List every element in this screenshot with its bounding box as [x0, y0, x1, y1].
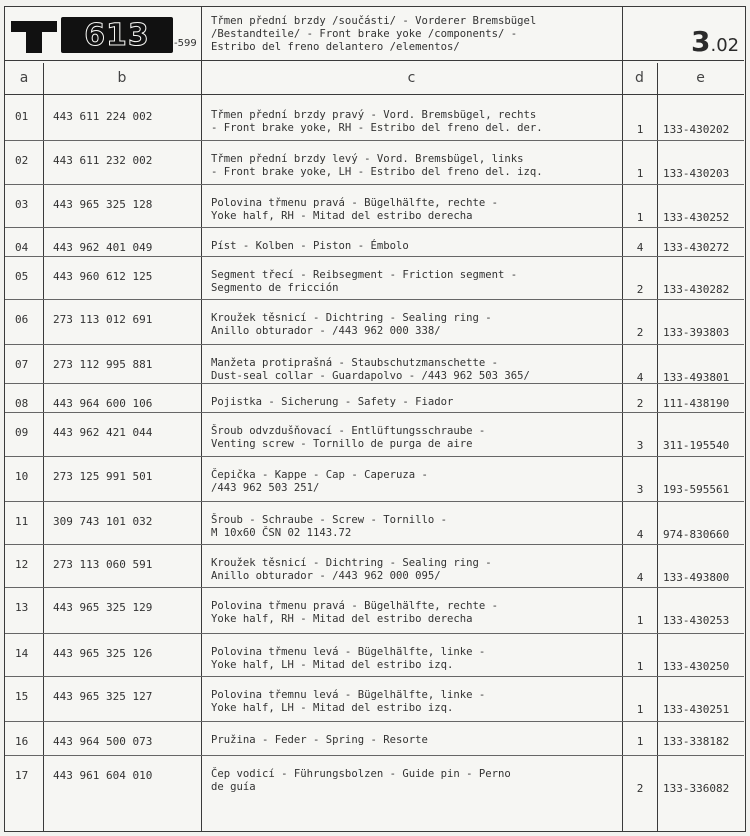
table-row [5, 185, 744, 228]
part-description [211, 197, 621, 223]
description-line: Třmen přední brzdy levý - Vord. Bremsbügel, links [211, 153, 524, 165]
item-position: 07 [15, 358, 29, 371]
item-position: 14 [15, 647, 29, 660]
description-line: Šroub - Schraube - Screw - Tornillo - [211, 514, 447, 526]
tatra-logo [11, 15, 197, 53]
item-position: 13 [15, 601, 29, 614]
logo-t-mark [11, 17, 57, 53]
description-line: Kroužek těsnicí - Dichtring - Sealing ring - [211, 312, 492, 324]
table-row [5, 677, 744, 722]
description-line: - Front brake yoke, LH - Estribo del freno del. izq. [211, 166, 543, 178]
table-row [5, 457, 744, 502]
table-row [5, 722, 744, 756]
quantity: 3 [636, 439, 644, 452]
title-line: /Bestandteile/ - Front brake yoke /components/ - [211, 28, 518, 40]
column-header-c: c [407, 70, 416, 86]
description-line: Čep vodicí - Führungsbolzen - Guide pin - Perno [211, 768, 511, 780]
title-line: Estribo del freno delantero /elementos/ [211, 41, 460, 53]
part-description [211, 396, 621, 409]
part-number: 443 611 224 002 [53, 110, 153, 123]
catalog-code: 133-430282 [663, 283, 730, 296]
description-line: Polovina třmenu levá - Bügelhälfte, linke - [211, 646, 486, 658]
part-number: 443 611 232 002 [53, 154, 153, 167]
table-row [5, 502, 744, 545]
quantity: 4 [636, 241, 644, 254]
quantity: 1 [636, 211, 644, 224]
table-row [5, 97, 744, 141]
item-position: 04 [15, 241, 29, 254]
part-description [211, 600, 621, 626]
part-description [211, 689, 621, 715]
description-line: - Front brake yoke, RH - Estribo del freno del. der. [211, 122, 543, 134]
quantity: 2 [636, 397, 644, 410]
table-row [5, 588, 744, 634]
table-row [5, 545, 744, 588]
part-description [211, 109, 621, 135]
description-line: Polovina třmenu pravá - Bügelhälfte, rechte - [211, 197, 499, 209]
description-line: Pojistka - Sicherung - Safety - Fiador [211, 396, 454, 408]
description-line: Pružina - Feder - Spring - Resorte [211, 734, 428, 746]
description-line: Polovina třemnu levá - Bügelhälfte, linke - [211, 689, 486, 701]
catalog-code: 133-430253 [663, 614, 730, 627]
table-row [5, 634, 744, 677]
catalog-code: 133-430250 [663, 660, 730, 673]
part-number: 443 961 604 010 [53, 769, 153, 782]
part-description [211, 312, 621, 338]
table-row [5, 228, 744, 257]
item-position: 16 [15, 735, 29, 748]
logo-number-box: 613 [61, 17, 173, 53]
description-line: M 10x60 ČSN 02 1143.72 [211, 527, 352, 539]
part-description [211, 469, 621, 495]
catalog-code: 111-438190 [663, 397, 730, 410]
catalog-code: 193-595561 [663, 483, 730, 496]
table-row [5, 345, 744, 384]
description-line: Yoke half, RH - Mitad del estribo derecha [211, 210, 473, 222]
part-number: 443 962 401 049 [53, 241, 153, 254]
catalog-code: 133-430272 [663, 241, 730, 254]
description-line: Anillo obturador - /443 962 000 338/ [211, 325, 441, 337]
part-number: 273 113 012 691 [53, 313, 153, 326]
table-row [5, 756, 744, 829]
quantity: 2 [636, 782, 644, 795]
table-row [5, 257, 744, 300]
logo-subtitle: -599 [174, 38, 197, 49]
catalog-code: 133-430203 [663, 167, 730, 180]
part-number: 443 964 600 106 [53, 397, 153, 410]
part-number: 309 743 101 032 [53, 515, 153, 528]
catalog-code: 133-338182 [663, 735, 730, 748]
item-position: 09 [15, 426, 29, 439]
part-description [211, 557, 621, 583]
item-position: 02 [15, 154, 29, 167]
description-line: Píst - Kolben - Piston - Émbolo [211, 240, 409, 252]
page-major: 3 [691, 25, 711, 58]
part-description [211, 269, 621, 295]
part-number: 273 112 995 881 [53, 358, 153, 371]
description-line: Dust-seal collar - Guardapolvo - /443 962 503 365/ [211, 370, 530, 382]
quantity: 2 [636, 283, 644, 296]
part-number: 443 960 612 125 [53, 270, 153, 283]
description-line: Segmento de fricción [211, 282, 339, 294]
item-position: 10 [15, 470, 29, 483]
column-header-a: a [19, 70, 29, 86]
item-position: 06 [15, 313, 29, 326]
description-line: Kroužek těsnicí - Dichtring - Sealing ring - [211, 557, 492, 569]
catalog-code: 133-430202 [663, 123, 730, 136]
part-number: 443 965 325 127 [53, 690, 153, 703]
title-line: Třmen přední brzdy /součásti/ - Vorderer Bremsbügel [211, 15, 537, 27]
item-position: 03 [15, 198, 29, 211]
catalog-code: 133-493800 [663, 571, 730, 584]
part-description [211, 646, 621, 672]
description-line: Yoke half, LH - Mitad del estribo izq. [211, 702, 454, 714]
table-row [5, 141, 744, 185]
sheet-header [5, 7, 744, 61]
part-description [211, 425, 621, 451]
part-description [211, 514, 621, 540]
column-header-row [5, 63, 744, 95]
table-row [5, 384, 744, 413]
description-line: Polovina třmenu pravá - Bügelhälfte, rechte - [211, 600, 499, 612]
sheet-title [211, 15, 651, 54]
description-line: Čepička - Kappe - Cap - Caperuza - [211, 469, 428, 481]
description-line: de guía [211, 781, 256, 793]
item-position: 15 [15, 690, 29, 703]
page-number [691, 25, 739, 58]
part-number: 443 962 421 044 [53, 426, 153, 439]
description-line: Manžeta protiprašná - Staubschutzmanschette - [211, 357, 499, 369]
part-number: 443 965 325 129 [53, 601, 153, 614]
description-line: Segment třecí - Reibsegment - Friction segment - [211, 269, 518, 281]
quantity: 4 [636, 571, 644, 584]
description-line: Yoke half, LH - Mitad del estribo izq. [211, 659, 454, 671]
part-description [211, 734, 621, 747]
column-header-b: b [117, 70, 127, 86]
quantity: 1 [636, 614, 644, 627]
part-description [211, 357, 621, 383]
catalog-code: 133-393803 [663, 326, 730, 339]
quantity: 4 [636, 528, 644, 541]
parts-sheet [4, 6, 746, 832]
quantity: 3 [636, 483, 644, 496]
description-line: /443 962 503 251/ [211, 482, 320, 494]
description-line: Třmen přední brzdy pravý - Vord. Bremsbügel, rechts [211, 109, 537, 121]
catalog-code: 311-195540 [663, 439, 730, 452]
part-number: 273 125 991 501 [53, 470, 153, 483]
item-position: 08 [15, 397, 29, 410]
quantity: 1 [636, 123, 644, 136]
catalog-code: 133-430251 [663, 703, 730, 716]
description-line: Yoke half, RH - Mitad del estribo derecha [211, 613, 473, 625]
part-number: 443 964 500 073 [53, 735, 153, 748]
quantity: 1 [636, 660, 644, 673]
part-number: 443 965 325 128 [53, 198, 153, 211]
part-number: 443 965 325 126 [53, 647, 153, 660]
quantity: 2 [636, 326, 644, 339]
quantity: 1 [636, 703, 644, 716]
item-position: 17 [15, 769, 29, 782]
table-row [5, 413, 744, 457]
catalog-code: 133-336082 [663, 782, 730, 795]
description-line: Šroub odvzdušňovací - Entlüftungsschraube - [211, 425, 486, 437]
catalog-code: 133-430252 [663, 211, 730, 224]
item-position: 11 [15, 515, 29, 528]
quantity: 1 [636, 167, 644, 180]
item-position: 12 [15, 558, 29, 571]
item-position: 01 [15, 110, 29, 123]
catalog-code: 974-830660 [663, 528, 730, 541]
description-line: Anillo obturador - /443 962 000 095/ [211, 570, 441, 582]
catalog-code: 133-493801 [663, 371, 730, 384]
item-position: 05 [15, 270, 29, 283]
column-header-d: d [635, 70, 644, 86]
part-number: 273 113 060 591 [53, 558, 153, 571]
quantity: 4 [636, 371, 644, 384]
part-description [211, 768, 621, 794]
part-description [211, 240, 621, 253]
column-header-e: e [696, 70, 705, 86]
quantity: 1 [636, 735, 644, 748]
description-line: Venting screw - Tornillo de purga de aire [211, 438, 473, 450]
table-row [5, 300, 744, 345]
part-description [211, 153, 621, 179]
page-minor: .02 [710, 35, 740, 56]
